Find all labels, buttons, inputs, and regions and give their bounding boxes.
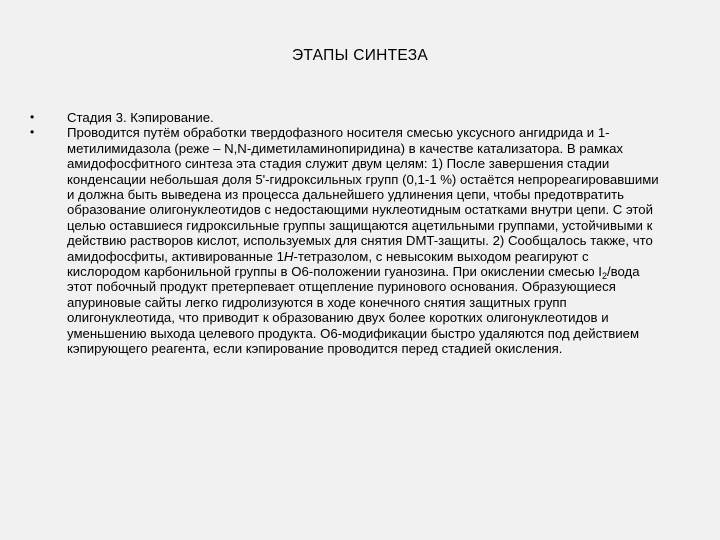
slide-title: ЭТАПЫ СИНТЕЗА <box>291 47 429 64</box>
bullet-list <box>30 110 665 357</box>
bullet-text-part: Проводится путём обработки твердофазного носителя смесью уксусного ангидрида и 1-метилимидазола (реже – N,N-диметиламинопиридина) в качестве катализатора. В рамках амидофосфитного синтеза эта стадия служит двум целям: 1) После завершения стадии конденсации небольшая доля 5'-гидроксильных групп (0,1-1 %) остаётся непрореагировавшими и должна быть выведена из процесса дальнейшего удлинения цепи, чтобы предотвратить образование олигонуклеотидов с недостающими нуклеотидным остатками внутри цепи. С этой целью оставшиеся гидроксильные группы защищаются ацетильными группами, устойчивыми к действию растворов кислот, используемых для снятия DMT-защиты. 2) Сообщалось также, что амидофосфиты, активированные 1 <box>67 125 659 264</box>
bullet-text-part: -тетразолом, с невысоким выходом реагируют с кислородом карбонильной группы в O6-положении гуанозина. При окислении смесью I <box>67 248 602 280</box>
bullet-text-part: /вода этот побочный продукт претерпевает отщепление пуринового основания. Образующиеся апуриновые сайты легко гидролизуются в ходе конечного снятия защитных групп олигонуклеотида, что приводит к образованию двух более коротких олигонуклеотидов и уменьшению выхода целевого продукта. O6-модификации быстро удаляются под действием кэпирующего реагента, если кэпирование проводится перед стадией окисления. <box>67 264 640 357</box>
italic-h: H <box>283 248 294 264</box>
bullet-icon: • <box>30 110 35 124</box>
bullet-icon: • <box>30 125 35 140</box>
bullet-text: Стадия 3. Кэпирование. <box>67 110 214 125</box>
bullet-item <box>30 110 665 125</box>
bullet-item <box>30 125 665 356</box>
subscript-2: 2 <box>601 271 607 282</box>
